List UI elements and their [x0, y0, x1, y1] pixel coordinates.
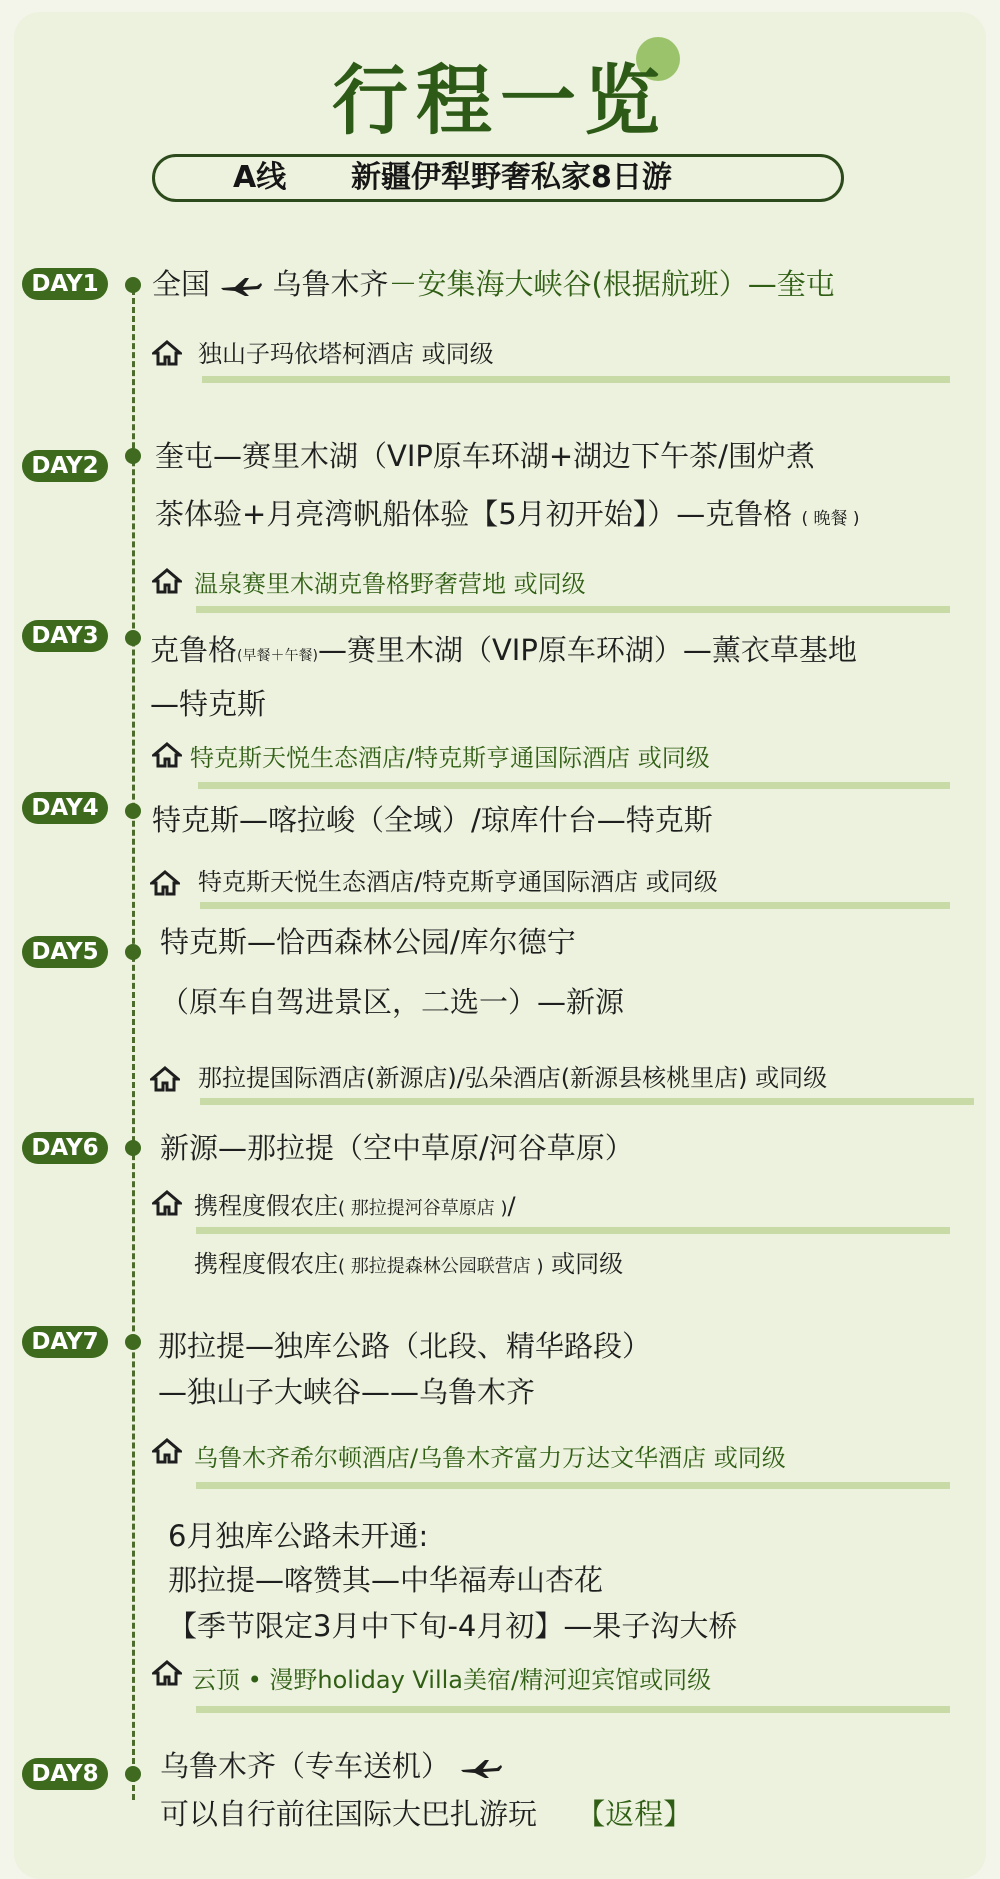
underline	[198, 782, 950, 789]
day-badge: DAY3	[22, 620, 108, 652]
underline	[200, 902, 950, 909]
route-rest: －安集海大峡谷(根据航班）—奎屯	[388, 267, 835, 301]
home-icon	[152, 1660, 182, 1686]
return-label: 【返程】	[576, 1797, 693, 1831]
day-badge: DAY2	[22, 450, 108, 482]
route-start: 全国	[152, 267, 211, 301]
day6-hotel-2	[194, 1248, 623, 1283]
timeline-dot	[125, 630, 141, 646]
day-badge: DAY8	[22, 1758, 108, 1790]
hotel-separator: /	[507, 1192, 516, 1220]
timeline-dot	[125, 1766, 141, 1782]
hotel-name: 携程度假农庄	[194, 1250, 338, 1278]
route-banner	[152, 154, 844, 202]
home-icon	[152, 1438, 182, 1464]
tour-name: 新疆伊犁野奢私家8日游	[351, 160, 672, 195]
route-tag: A线	[233, 160, 287, 195]
route-text: 可以自行前往国际大巴扎游玩	[160, 1797, 538, 1831]
day3-route-line1	[150, 632, 857, 674]
underline	[196, 1227, 950, 1234]
day7-alt-title: 6月独库公路未开通:	[168, 1519, 429, 1553]
day4-route: 特克斯—喀拉峻（全域）/琼库什台—特克斯	[152, 803, 713, 837]
day5-route-line1: 特克斯—恰西森林公园/库尔德宁	[160, 925, 576, 959]
day2-route-line1: 奎屯—赛里木湖（VIP原车环湖+湖边下午茶/围炉煮	[155, 439, 815, 473]
day3-route-line2: —特克斯	[150, 687, 267, 721]
meal-note: ( 晚餐 )	[801, 509, 860, 529]
underline	[196, 1706, 950, 1713]
day7-route-line1: 那拉提—独库公路（北段、精华路段）	[158, 1329, 652, 1363]
page-title: 行程一览	[332, 56, 668, 145]
route-text: 乌鲁木齐（专车送机）	[160, 1749, 451, 1783]
day6-hotel-1	[194, 1190, 516, 1225]
day5-hotel: 那拉提国际酒店(新源店)/弘朵酒店(新源县核桃里店) 或同级	[198, 1064, 828, 1092]
day7-alt-hotel: 云顶 • 漫野holiday Villa美宿/精河迎宾馆或同级	[192, 1666, 712, 1694]
timeline-dot	[125, 1140, 141, 1156]
day2-route-line2	[155, 496, 860, 537]
day2-hotel: 温泉赛里木湖克鲁格野奢营地 或同级	[194, 570, 586, 598]
hotel-suffix: 或同级	[543, 1250, 624, 1278]
home-icon	[152, 742, 182, 768]
underline	[202, 376, 950, 383]
day-badge: DAY7	[22, 1326, 108, 1358]
day8-route-line1	[160, 1748, 503, 1784]
day1-route	[152, 266, 835, 302]
hotel-branch: ( 那拉提河谷草原店 )	[338, 1198, 508, 1219]
home-icon	[150, 870, 180, 896]
timeline-dot	[125, 1334, 141, 1350]
meal-note: (早餐＋午餐)	[237, 648, 318, 664]
day5-route-line2: （原车自驾进景区，二选一）—新源	[160, 985, 625, 1019]
plane-icon	[459, 1757, 503, 1779]
underline	[196, 1482, 950, 1489]
day1-hotel: 独山子玛依塔柯酒店 或同级	[198, 340, 494, 368]
route-rest: —赛里木湖（VIP原车环湖）—薰衣草基地	[317, 633, 857, 667]
day-badge: DAY6	[22, 1132, 108, 1164]
day-badge: DAY5	[22, 936, 108, 968]
underline	[196, 606, 950, 613]
route-start: 克鲁格	[150, 633, 238, 667]
timeline-dot	[125, 944, 141, 960]
day7-hotel: 乌鲁木齐希尔顿酒店/乌鲁木齐富力万达文华酒店 或同级	[194, 1444, 786, 1472]
home-icon	[152, 568, 182, 594]
day-badge: DAY1	[22, 268, 108, 300]
timeline-line	[132, 280, 135, 1800]
hotel-branch: ( 那拉提森林公园联营店 )	[338, 1256, 544, 1277]
route-text: 茶体验+月亮湾帆船体验【5月初开始】）—克鲁格	[155, 497, 793, 531]
home-icon	[150, 1066, 180, 1092]
hotel-name: 携程度假农庄	[194, 1192, 338, 1220]
day8-route-line2	[160, 1796, 692, 1832]
timeline-dot	[125, 803, 141, 819]
home-icon	[152, 1190, 182, 1216]
timeline-dot	[125, 277, 141, 293]
day7-route-line2: —独山子大峡谷——乌鲁木齐	[158, 1375, 536, 1409]
route-city: 乌鲁木齐	[272, 267, 389, 301]
home-icon	[152, 340, 182, 366]
day6-route: 新源—那拉提（空中草原/河谷草原）	[160, 1131, 634, 1165]
day4-hotel: 特克斯天悦生态酒店/特克斯亨通国际酒店 或同级	[198, 868, 718, 896]
plane-icon	[219, 275, 263, 297]
day3-hotel: 特克斯天悦生态酒店/特克斯亨通国际酒店 或同级	[190, 744, 710, 772]
underline	[200, 1098, 974, 1105]
timeline-dot	[125, 448, 141, 464]
day7-alt-line1: 那拉提—喀赞其—中华福寿山杏花	[168, 1563, 604, 1597]
day-badge: DAY4	[22, 792, 108, 824]
day7-alt-line2: 【季节限定3月中下旬-4月初】—果子沟大桥	[168, 1609, 738, 1643]
